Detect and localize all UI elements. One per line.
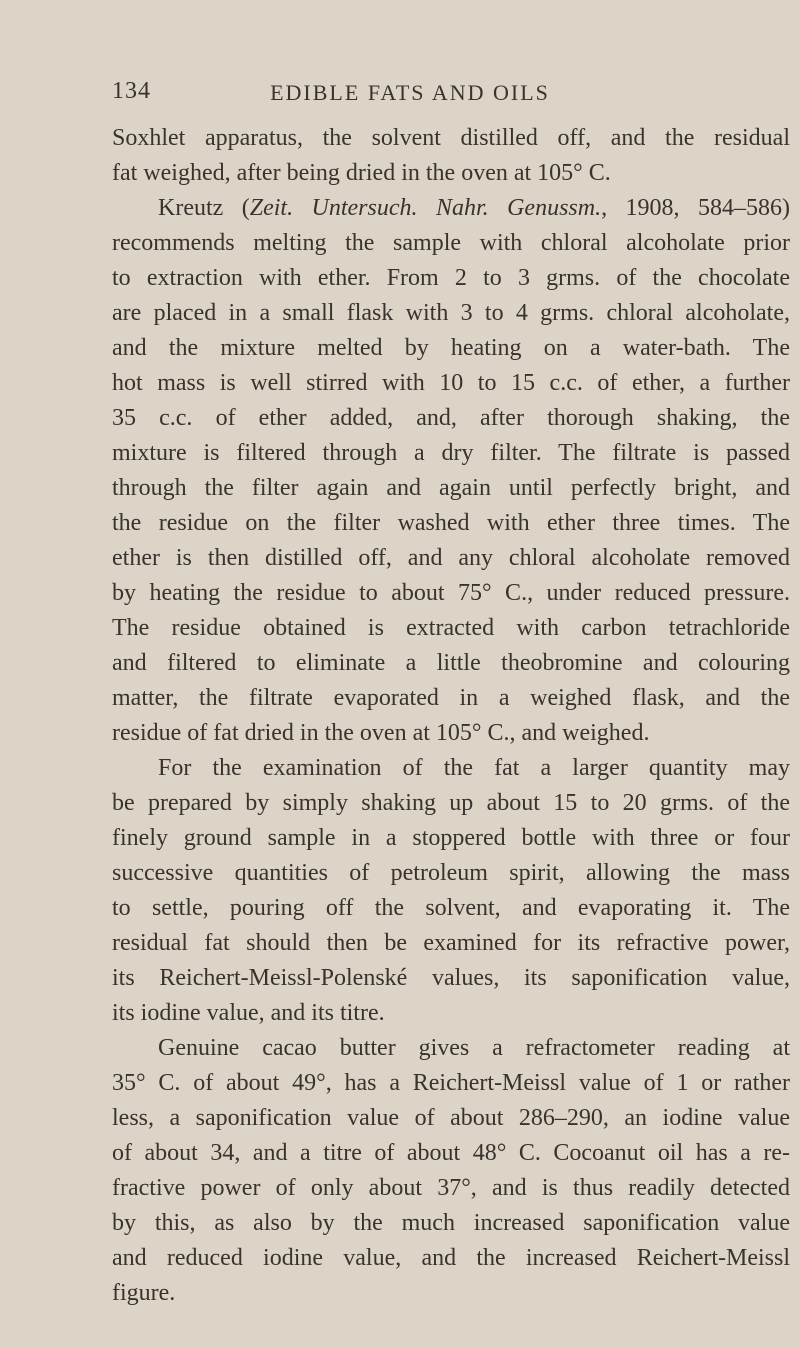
text-line: the residue on the filter washed with ether three times. The [112, 510, 790, 536]
text-line: and the mixture melted by heating on a water-bath. The [112, 335, 790, 361]
paragraph [112, 751, 790, 1031]
paragraph [112, 191, 790, 751]
running-title: EDIBLE FATS AND OILS [270, 80, 550, 105]
text-line: The residue obtained is extracted with carbon tetrachloride [112, 615, 790, 641]
text-line: fractive power of only about 37°, and is thus readily detected [112, 1175, 790, 1201]
text-line: 35 c.c. of ether added, and, after thorough shaking, the [112, 405, 790, 431]
text-line: its iodine value, and its titre. [112, 1000, 385, 1026]
citation-pre: Kreutz ( [158, 195, 250, 221]
text-line: through the filter again and again until perfectly bright, and [112, 475, 790, 501]
text-line: and reduced iodine value, and the increased Reichert-Meissl [112, 1245, 790, 1271]
text-line: recommends melting the sample with chloral alcoholate prior [112, 230, 790, 256]
text-line: For the examination of the fat a larger quantity may [158, 755, 790, 781]
citation-post: , 1908, 584–586) [601, 195, 790, 221]
paragraph [112, 1031, 790, 1311]
text-line: and filtered to eliminate a little theobromine and colouring [112, 650, 790, 676]
text-line: less, a saponification value of about 286–290, an iodine value [112, 1105, 790, 1131]
text-line: of about 34, and a titre of about 48° C. Cocoanut oil has a re- [112, 1140, 790, 1166]
text-line: fat weighed, after being dried in the oven at 105° C. [112, 160, 611, 186]
page-number: 134 [112, 78, 151, 104]
text-line: 35° C. of about 49°, has a Reichert-Meissl value of 1 or rather [112, 1070, 790, 1096]
text-line: Soxhlet apparatus, the solvent distilled off, and the residual [112, 125, 790, 151]
text-line: be prepared by simply shaking up about 15 to 20 grms. of the [112, 790, 790, 816]
text-line: residual fat should then be examined for its refractive power, [112, 930, 790, 956]
text-line: mixture is filtered through a dry filter. The filtrate is passed [112, 440, 790, 466]
text-line [112, 191, 790, 226]
text-line: to settle, pouring off the solvent, and evaporating it. The [112, 895, 790, 921]
text-line: successive quantities of petroleum spirit, allowing the mass [112, 860, 790, 886]
text-line: to extraction with ether. From 2 to 3 grms. of the chocolate [112, 265, 790, 291]
text-line: figure. [112, 1280, 176, 1306]
text-line: hot mass is well stirred with 10 to 15 c.c. of ether, a further [112, 370, 790, 396]
text-line: are placed in a small flask with 3 to 4 grms. chloral alcoholate, [112, 300, 790, 326]
text-line: its Reichert-Meissl-Polenské values, its saponification value, [112, 965, 790, 991]
paragraph [112, 121, 790, 191]
text-line: Genuine cacao butter gives a refractometer reading at [158, 1035, 790, 1061]
text-line: by heating the residue to about 75° C., under reduced pressure. [112, 580, 790, 606]
text-line: matter, the filtrate evaporated in a weighed flask, and the [112, 685, 790, 711]
text-line: finely ground sample in a stoppered bottle with three or four [112, 825, 790, 851]
page-body [112, 121, 790, 1311]
text-line: ether is then distilled off, and any chloral alcoholate removed [112, 545, 790, 571]
citation-italic: Zeit. Untersuch. Nahr. Genussm. [249, 195, 602, 221]
text-line: by this, as also by the much increased saponification value [112, 1210, 790, 1236]
text-line: residue of fat dried in the oven at 105° C., and weighed. [112, 720, 650, 746]
